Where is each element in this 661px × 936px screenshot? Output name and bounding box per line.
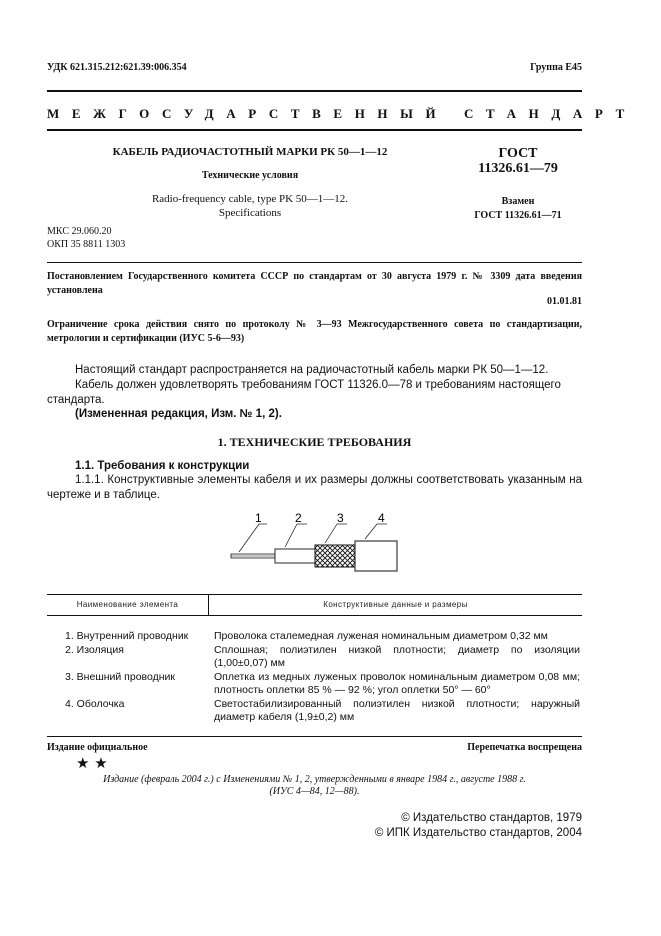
table-row-2-name: 2. Изоляция [65,644,124,656]
outer-conductor [315,545,355,567]
banner: МЕЖГОСУДАРСТВЕННЫЙ СТАНДАРТ [47,106,637,121]
table-top-rule [47,594,582,595]
edition-note-ius: (ИУС 4—84, 12—88). [269,786,360,797]
banner-top-rule [47,90,582,92]
title-rule [47,262,582,263]
gost-label: ГОСТ [498,146,538,161]
cable-drawing [225,508,405,578]
table-row-3-name: 3. Внешний проводник [65,671,176,683]
gost-number: 11326.61—79 [478,161,558,176]
table-col-data: Конструктивные данные и размеры [323,600,468,609]
decree-date: 01.01.81 [547,296,582,307]
label-1: 1 [255,511,262,525]
amendment-note: (Измененная редакция, Изм. № 1, 2). [75,408,282,420]
limitation-note: Ограничение срока действия снято по протоколу № 3—93 Межгосударственного совета по стандартизации, метрологии и сертификации (ИУС 5-6—93) [47,319,582,344]
replaces-label: Взамен [501,196,535,207]
table-row-2-data: Сплошная; полиэтилен низкой плотности; диаметр по изоляции (1,00±0,07) мм [214,644,580,669]
label-4: 4 [378,511,385,525]
title-subtitle: Технические условия [201,170,299,181]
copyright-2004: © ИПК Издательство стандартов, 2004 [374,827,582,839]
replaces-value: ГОСТ 11326.61—71 [474,210,562,221]
label-2: 2 [295,511,302,525]
section-heading: 1. ТЕХНИЧЕСКИЕ ТРЕБОВАНИЯ [217,435,412,449]
table-header-rule [47,615,582,616]
sheath [355,541,397,571]
table-row-3-data: Оплетка из медных луженых проволок номинальным диаметром 0,08 мм; плотность оплетки 85 % — 92 %; угол оплетки 50° — 60° [214,671,580,696]
title-ru: КАБЕЛЬ РАДИОЧАСТОТНЫЙ МАРКИ РК 50—1—12 [112,146,388,158]
banner-bottom-rule [47,129,582,131]
stars: ★ ★ [76,754,108,772]
title-en-line1: Radio-frequency cable, type PK 50—1—12. [151,193,349,205]
group-code: Группа Е45 [530,62,582,73]
reprint-prohibited: Перепечатка воспрещена [467,742,582,753]
constructive-paragraph: 1.1.1. Конструктивные элементы кабеля и их размеры должны соответствовать указанным на чертеже и в таблице. [47,474,582,501]
table-row-4-data: Светостабилизированный полиэтилен низкой плотности; наружный диаметр кабеля (1,9±0,2) мм [214,698,580,723]
table-row-1-data: Проволока сталемедная луженая номинальным диаметром 0,32 мм [214,630,548,642]
table-row-1-name: 1. Внутренний проводник [65,630,189,642]
copyright-1979: © Издательство стандартов, 1979 [401,812,582,824]
insulation [275,549,317,563]
udk-code: УДК 621.315.212:621.39:006.354 [47,62,187,73]
intro-paragraph-1: Настоящий стандарт распространяется на радиочастотный кабель марки РК 50—1—12. [75,364,549,376]
label-3: 3 [337,511,344,525]
mks-code: МКС 29.060.20 [47,226,112,237]
okp-code: ОКП 35 8811 1303 [47,239,126,250]
table-row-4-name: 4. Оболочка [65,698,125,710]
subsection-heading: 1.1. Требования к конструкции [75,460,250,472]
table-bottom-rule [47,736,582,737]
table-col-name: Наименование элемента [76,600,179,609]
title-en-line2: Specifications [218,207,282,219]
official-edition: Издание официальное [47,742,148,753]
intro-paragraph-2: Кабель должен удовлетворять требованиям ГОСТ 11326.0—78 и требованиям настоящего стандарта. [47,379,561,406]
edition-note: Издание (февраль 2004 г.) с Изменениями № 1, 2, утвержденными в январе 1984 г., августе 1988 г. [103,774,526,785]
decree-text: Постановлением Государственного комитета СССР по стандартам от 30 августа 1979 г. № 3309 дата введения установлена [47,271,582,296]
